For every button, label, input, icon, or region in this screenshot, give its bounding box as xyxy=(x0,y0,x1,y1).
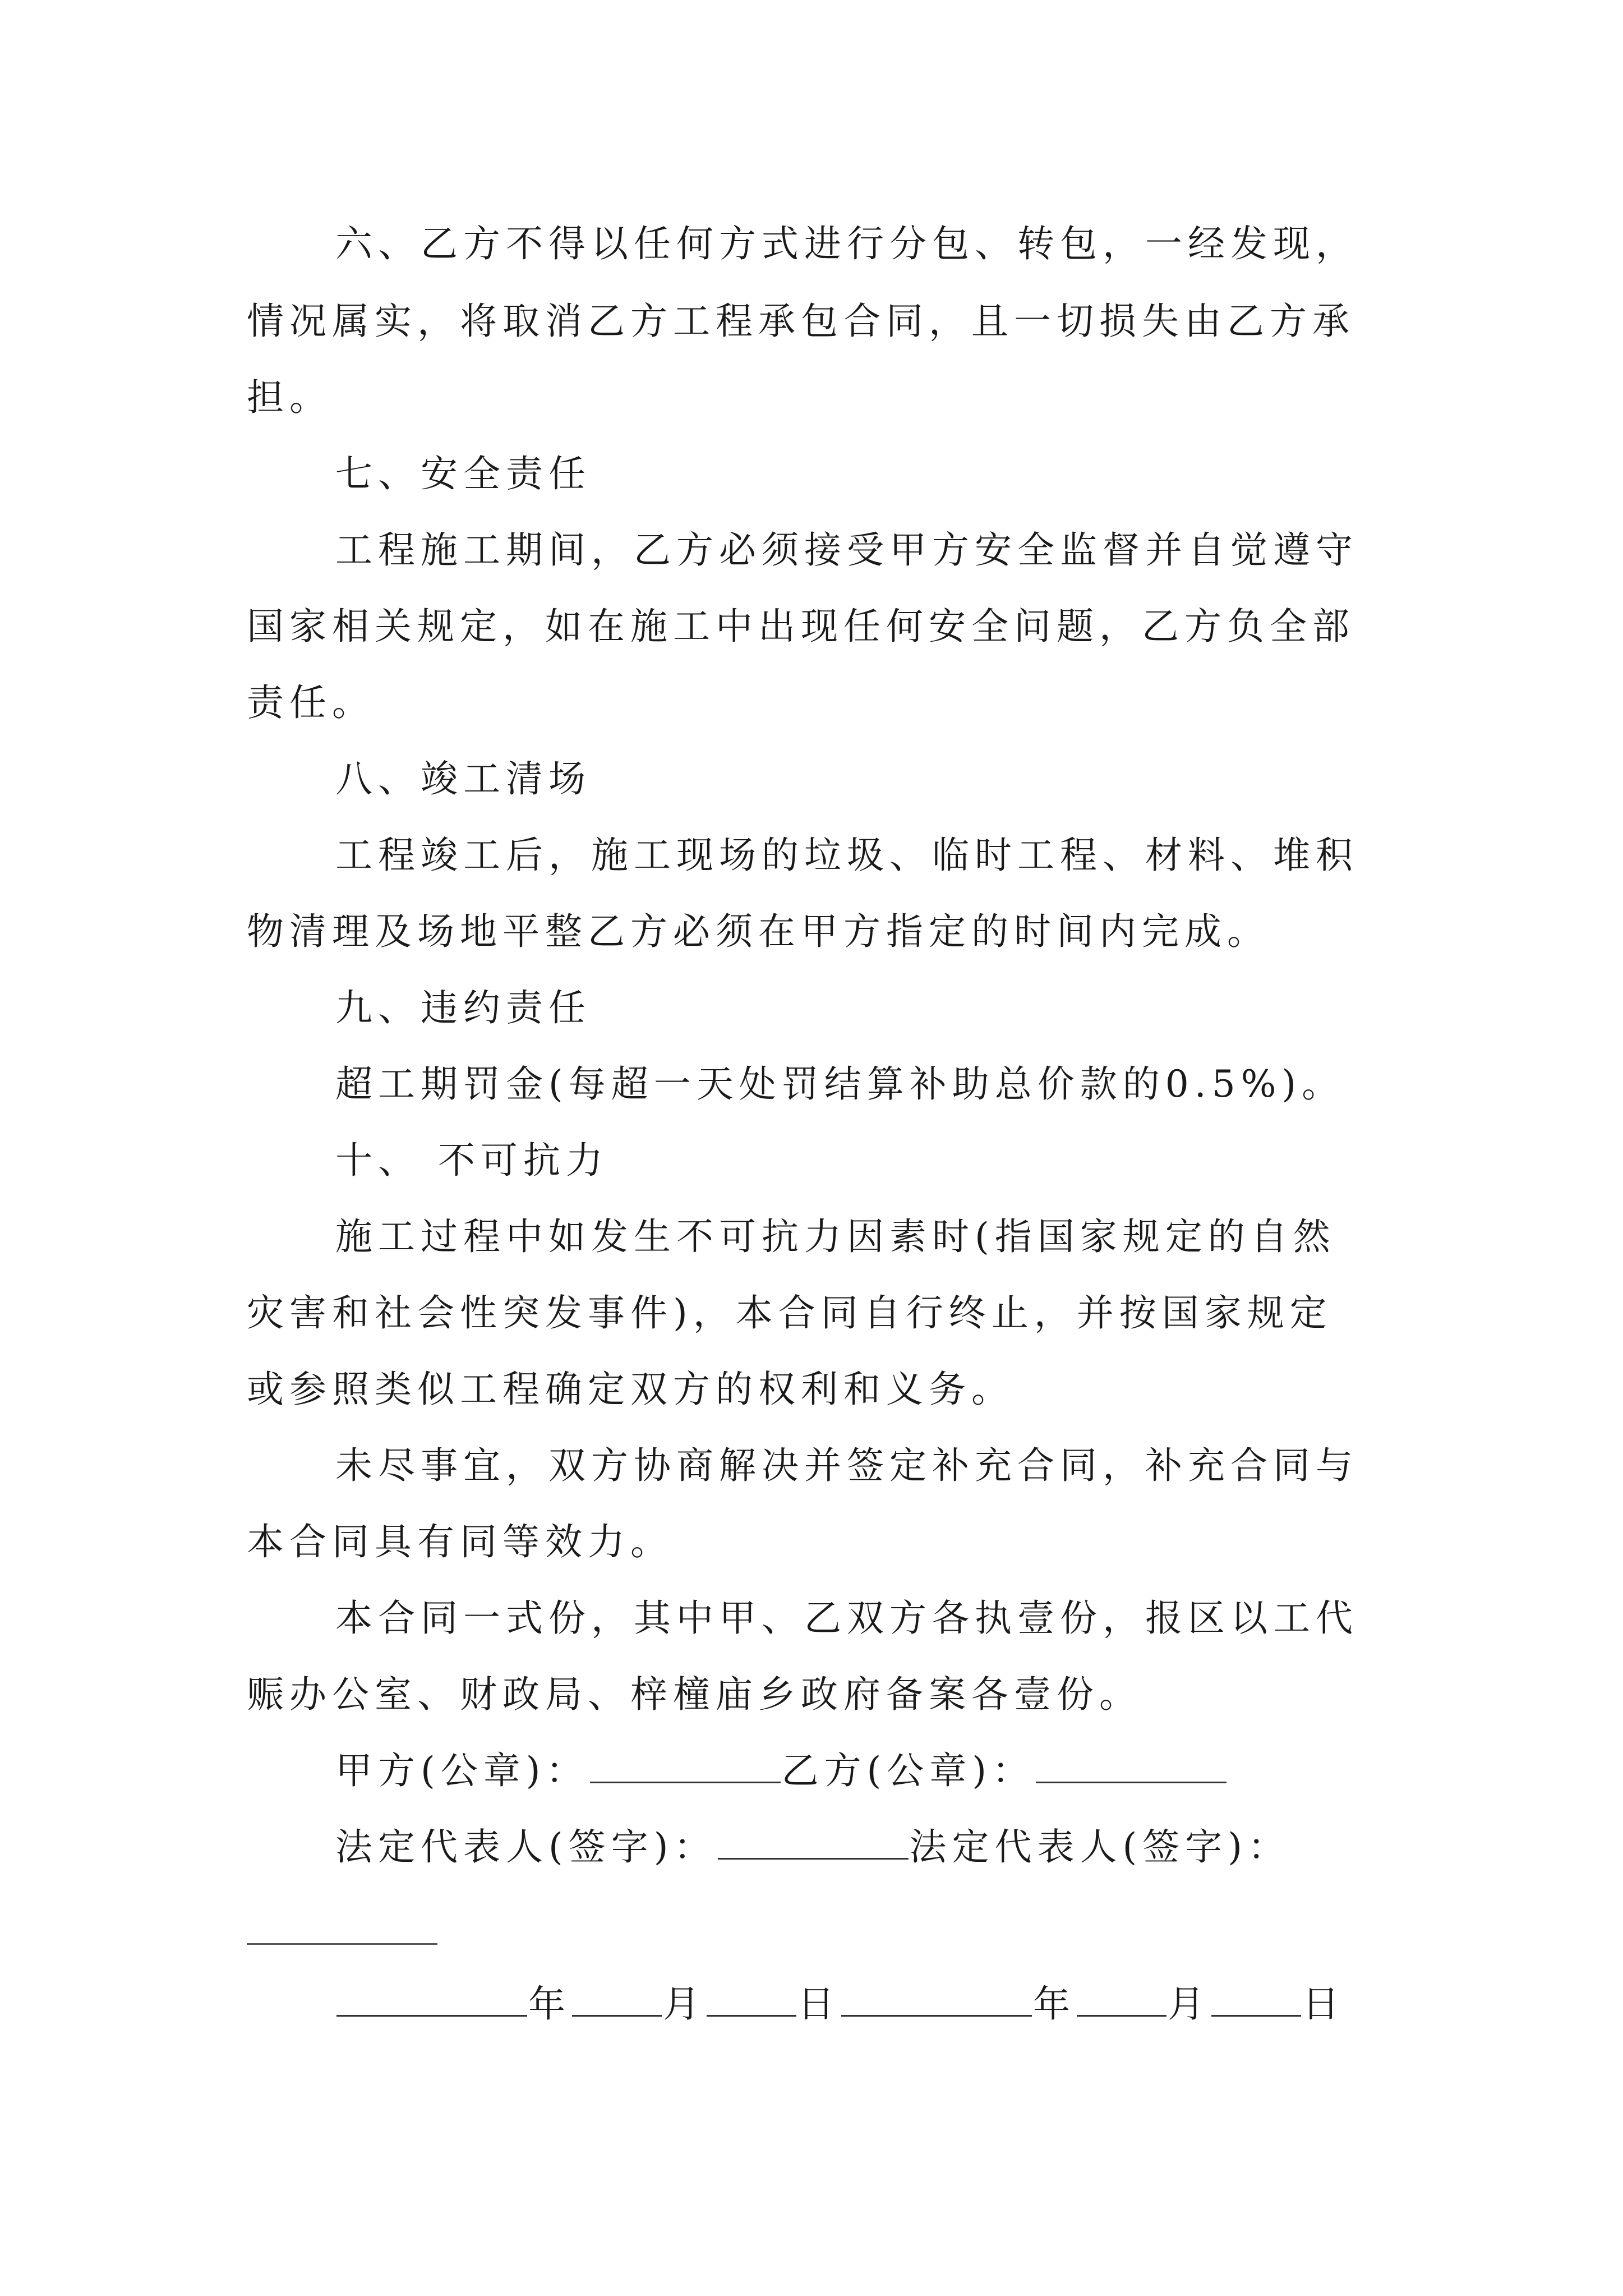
heading-breach: 九、违约责任 xyxy=(335,986,591,1029)
clause-9-line-1: 超工期罚金(每超一天处罚结算补助总价款的0.5%)。 xyxy=(335,1062,1345,1106)
representative-line xyxy=(335,1822,1290,1872)
party-a-rep-label: 法定代表人(签字)： xyxy=(335,1825,717,1869)
heading-force-majeure: 十、 不可抗力 xyxy=(335,1139,608,1182)
date-line xyxy=(335,1979,1345,2030)
year-label: 年 xyxy=(528,1982,571,2026)
party-a-seal-label: 甲方(公章)： xyxy=(335,1749,589,1792)
day-label: 日 xyxy=(797,1982,840,2026)
seal-line xyxy=(335,1746,1228,1796)
party-b-day-blank[interactable] xyxy=(1211,1979,1301,2017)
clause-10-line-2: 灾害和社会性突发事件)，本合同自行终止，并按国家规定 xyxy=(247,1291,1332,1335)
clause-10-line-3: 或参照类似工程确定双方的权利和义务。 xyxy=(247,1368,1014,1411)
clause-7-line-1: 工程施工期间，乙方必须接受甲方安全监督并自觉遵守 xyxy=(335,528,1358,572)
day-label: 日 xyxy=(1302,1982,1345,2026)
party-a-rep-blank[interactable] xyxy=(718,1822,909,1860)
clause-8-line-2: 物清理及场地平整乙方必须在甲方指定的时间内完成。 xyxy=(247,910,1270,953)
party-b-seal-label: 乙方(公章)： xyxy=(781,1749,1035,1792)
party-b-rep-blank[interactable] xyxy=(247,1943,437,1945)
party-b-seal-blank[interactable] xyxy=(1036,1746,1227,1783)
party-a-year-blank[interactable] xyxy=(336,1979,527,2017)
year-label: 年 xyxy=(1033,1982,1076,2026)
party-b-month-blank[interactable] xyxy=(1077,1979,1166,2017)
heading-safety: 七、安全责任 xyxy=(335,452,591,495)
clause-8-line-1: 工程竣工后，施工现场的垃圾、临时工程、材料、堆积 xyxy=(335,834,1358,877)
clause-6-line-1: 六、乙方不得以任何方式进行分包、转包，一经发现， xyxy=(335,222,1358,265)
month-label: 月 xyxy=(663,1982,706,2026)
party-a-day-blank[interactable] xyxy=(707,1979,796,2017)
heading-completion: 八、竣工清场 xyxy=(335,757,591,800)
clause-7-line-2: 国家相关规定，如在施工中出现任何安全问题，乙方负全部 xyxy=(247,605,1355,648)
supplement-line-1: 未尽事宜，双方协商解决并签定补充合同，补充合同与 xyxy=(335,1444,1358,1487)
copies-line-2: 赈办公室、财政局、梓橦庙乡政府备案各壹份。 xyxy=(247,1673,1142,1716)
clause-6-line-2: 情况属实，将取消乙方工程承包合同，且一切损失由乙方承 xyxy=(247,300,1355,343)
clause-10-line-1: 施工过程中如发生不可抗力因素时(指国家规定的自然 xyxy=(335,1215,1336,1258)
clause-7-line-3: 责任。 xyxy=(247,681,375,724)
supplement-line-2: 本合同具有同等效力。 xyxy=(247,1520,673,1563)
party-b-year-blank[interactable] xyxy=(841,1979,1032,2017)
month-label: 月 xyxy=(1168,1982,1210,2026)
party-a-seal-blank[interactable] xyxy=(590,1746,781,1783)
copies-line-1: 本合同一式份，其中甲、乙双方各执壹份，报区以工代 xyxy=(335,1596,1358,1640)
clause-6-line-3: 担。 xyxy=(247,376,332,419)
party-a-month-blank[interactable] xyxy=(572,1979,662,2017)
party-b-rep-label: 法定代表人(签字)： xyxy=(909,1825,1290,1869)
